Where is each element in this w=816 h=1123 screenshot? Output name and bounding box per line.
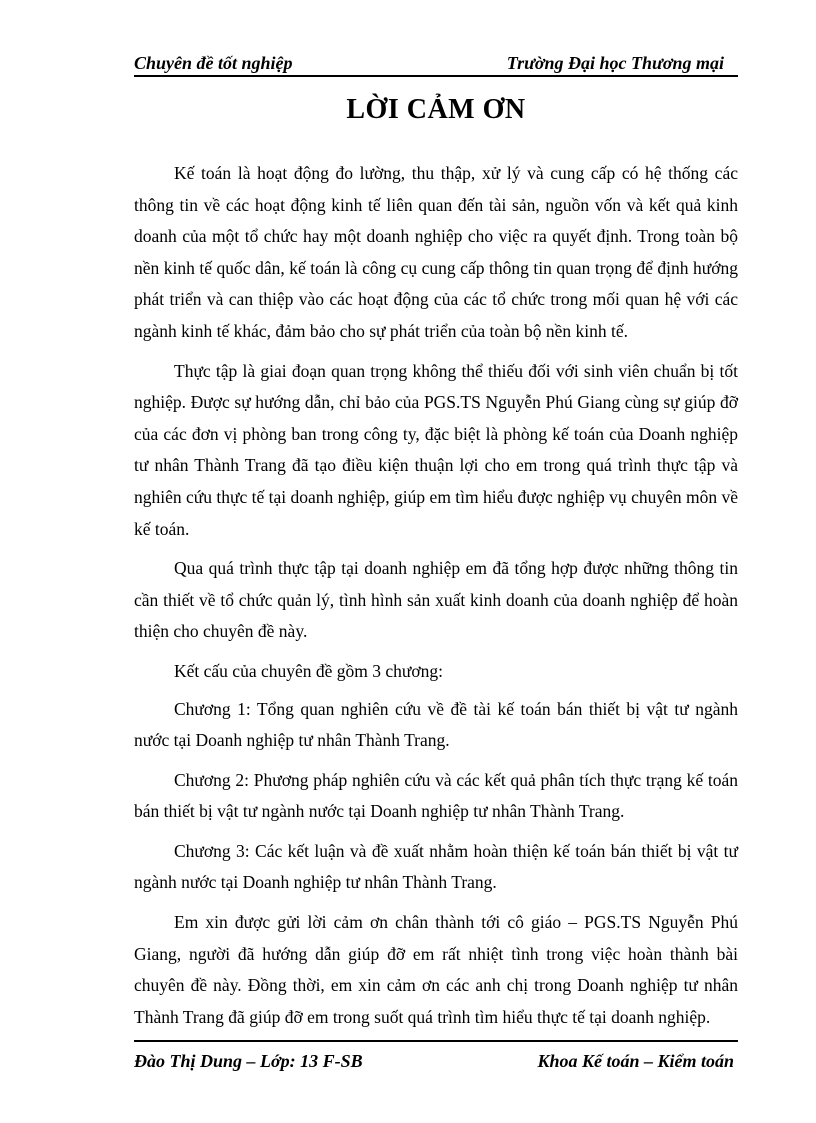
page-header	[134, 50, 738, 77]
paragraph-chapter-1: Chương 1: Tổng quan nghiên cứu về đề tài kế toán bán thiết bị vật tư ngành nước tại Doanh nghiệp tư nhân Thành Trang.	[134, 698, 738, 751]
header-course-label: Chuyên đề tốt nghiệp	[134, 53, 293, 73]
document-body	[134, 158, 738, 1041]
header-university-label: Trường Đại học Thương mại	[506, 53, 724, 73]
page-footer	[134, 1040, 738, 1072]
footer-author-label: Đào Thị Dung – Lớp: 13 F-SB	[134, 1051, 363, 1071]
footer-faculty-label: Khoa Kế toán – Kiểm toán	[537, 1051, 734, 1071]
paragraph-chapter-2: Chương 2: Phương pháp nghiên cứu và các kết quả phân tích thực trạng kế toán bán thiết bị vật tư ngành nước tại Doanh nghiệp tư nhân Thành Trang.	[134, 769, 738, 822]
paragraph-summary: Qua quá trình thực tập tại doanh nghiệp em đã tổng hợp được những thông tin cần thiết về tổ chức quản lý, tình hình sản xuất kinh doanh của doanh nghiệp để hoàn thiện cho chuyên đề này.	[134, 558, 738, 642]
paragraph-internship: Thực tập là giai đoạn quan trọng không thể thiếu đối với sinh viên chuẩn bị tốt nghiệp. Được sự hướng dẫn, chỉ bảo của PGS.TS Nguyễn Phú Giang cùng sự giúp đỡ của các đơn vị phòng ban trong công ty, đặc biệt là phòng kế toán của Doanh nghiệp tư nhân Thành Trang đã tạo điều kiện thuận lợi cho em trong quá trình thực tập và nghiên cứu thực tế tại doanh nghiệp, giúp em tìm hiểu được nghiệp vụ chuyên môn về kế toán.	[134, 360, 738, 539]
paragraph-chapter-3: Chương 3: Các kết luận và đề xuất nhằm hoàn thiện kế toán bán thiết bị vật tư ngành nước tại Doanh nghiệp tư nhân Thành Trang.	[134, 840, 738, 893]
paragraph-intro: Kế toán là hoạt động đo lường, thu thập, xử lý và cung cấp có hệ thống các thông tin về các hoạt động kinh tế liên quan đến tài sản, nguồn vốn và kết quả kinh doanh của một tổ chức hay một doanh nghiệp cho việc ra quyết định. Trong toàn bộ nền kinh tế quốc dân, kế toán là công cụ cung cấp thông tin quan trọng để định hướng phát triển và can thiệp vào các hoạt động của các tổ chức trong mối quan hệ với các ngành kinh tế khác, đảm bảo cho sự phát triển của toàn bộ nền kinh tế.	[134, 163, 738, 341]
paragraph-structure: Kết cấu của chuyên đề gồm 3 chương:	[174, 660, 443, 681]
page-title: LỜI CẢM ƠN	[346, 94, 526, 125]
paragraph-thanks: Em xin được gửi lời cảm ơn chân thành tới cô giáo – PGS.TS Nguyễn Phú Giang, người đã hướng dẫn giúp đỡ em rất nhiệt tình trong việc hoàn thành bài chuyên đề này. Đồng thời, em xin cảm ơn các anh chị trong Doanh nghiệp tư nhân Thành Trang đã giúp đỡ em trong suốt quá trình tìm hiểu thực tế tại doanh nghiệp.	[134, 912, 738, 1027]
